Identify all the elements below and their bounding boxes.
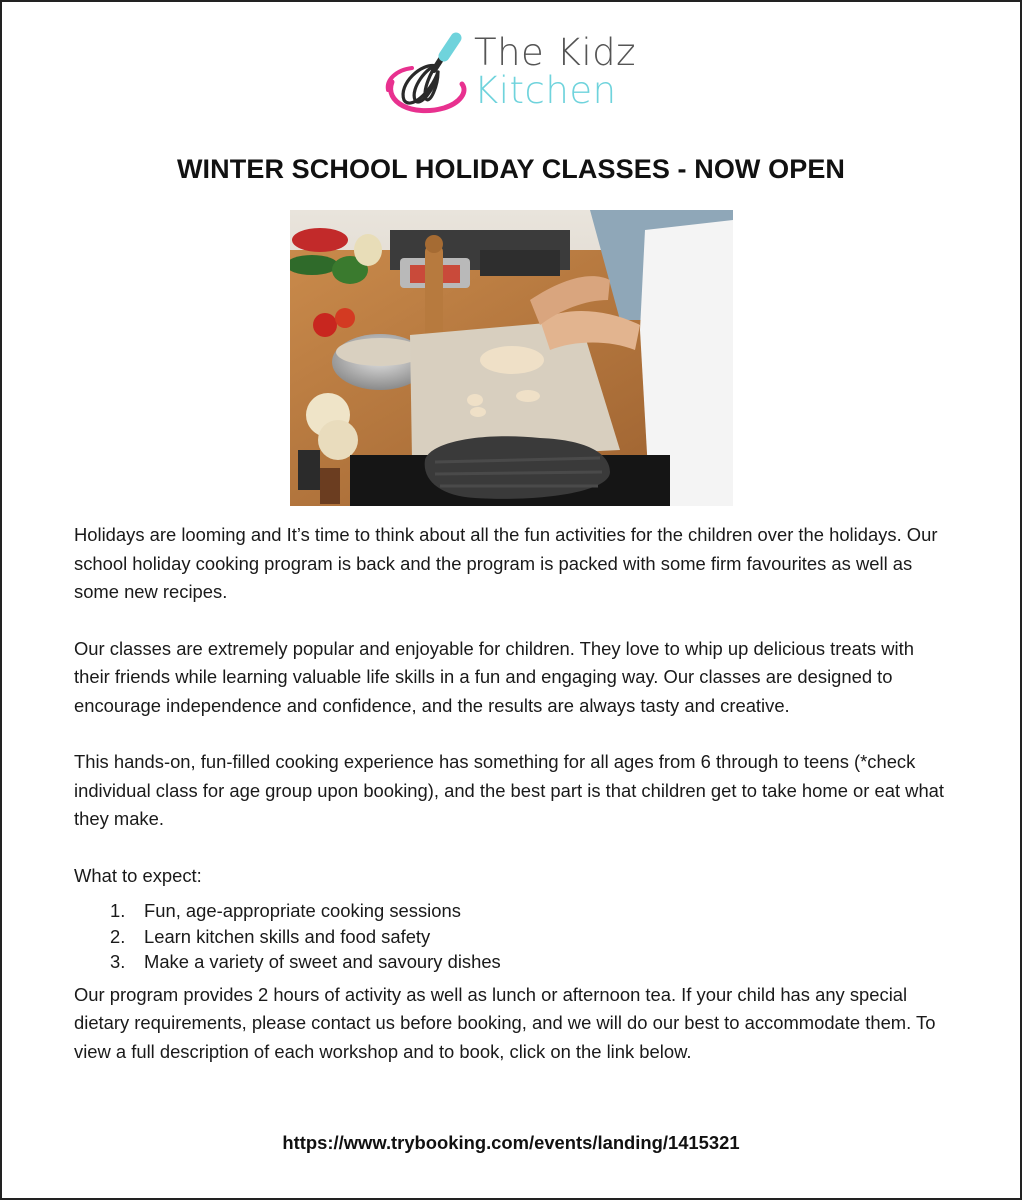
list-item-text: Learn kitchen skills and food safety bbox=[144, 925, 431, 947]
paragraph-ages: This hands-on, fun-filled cooking experience has something for all ages from 6 through to teens (*check individual class for age group upon booking), and the best part is that children get to take home or eat what they make. bbox=[74, 751, 945, 829]
expect-list bbox=[74, 898, 954, 975]
logo-line-1: The Kidz bbox=[474, 31, 637, 74]
logo-line-2: Kitchen bbox=[474, 69, 617, 112]
list-item bbox=[74, 924, 954, 950]
kids-cooking-photo bbox=[290, 210, 733, 506]
paragraph-popular: Our classes are extremely popular and enjoyable for children. They love to whip up delicious treats with their friends while learning valuable life skills in a fun and engaging way. Our classes are designed to encourage independence and confidence, and the results are always tasty and creative. bbox=[74, 637, 914, 716]
list-item-text: Make a variety of sweet and savoury dishes bbox=[144, 951, 501, 972]
page-title: WINTER SCHOOL HOLIDAY CLASSES - NOW OPEN bbox=[176, 154, 846, 184]
list-item-number: 1. bbox=[110, 900, 126, 921]
list-item bbox=[74, 898, 954, 924]
expect-heading: What to expect: bbox=[74, 864, 202, 886]
booking-link[interactable]: https://www.trybooking.com/events/landing/1415321 bbox=[282, 1132, 740, 1153]
list-item bbox=[74, 949, 954, 975]
paragraph-intro: Holidays are looming and It’s time to think about all the fun activities for the children over the holidays. Our school holiday cooking program is back and the program is packed with some firm favourites as well as some new recipes. bbox=[74, 524, 938, 602]
paragraph-closing: Our program provides 2 hours of activity as well as lunch or afternoon tea. If your child has any special dietary requirements, please contact us before booking, and we will do our best to accommodate them. To view a full description of each workshop and to book, click on the link below. bbox=[74, 983, 936, 1062]
list-item-text: Fun, age-appropriate cooking sessions bbox=[144, 900, 461, 921]
whisk-icon bbox=[382, 32, 474, 117]
body-text bbox=[74, 521, 954, 1066]
logo bbox=[382, 32, 652, 117]
list-item-number: 3. bbox=[110, 951, 126, 972]
list-item-number: 2. bbox=[110, 925, 126, 947]
